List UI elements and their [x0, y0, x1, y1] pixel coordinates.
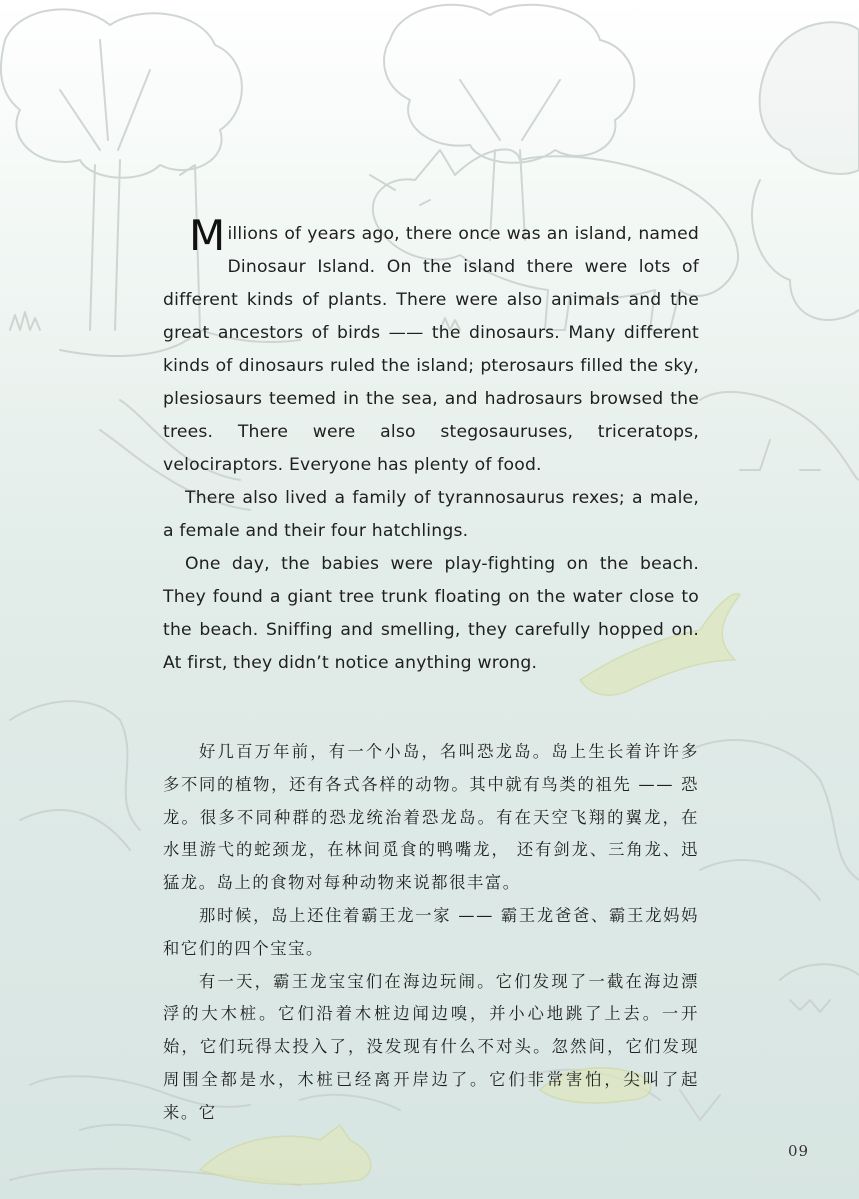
- english-paragraph-1: [163, 211, 699, 482]
- chinese-paragraph-3: 有一天，霸王龙宝宝们在海边玩闹。它们发现了一截在海边漂浮的大木桩。它们沿着木桩边闻边嗅，并小心地跳了上去。一开始，它们玩得太投入了，没发现有什么不对头。忽然间，它们发现周围全都是水，木桩已经离开岸边了。它们非常害怕，尖叫了起来。它: [163, 971, 699, 1122]
- tree-right-sketch: [760, 22, 859, 174]
- trex-sketch: [780, 964, 859, 1012]
- tree-middle-sketch: [384, 5, 634, 163]
- page-number: 09: [788, 1142, 810, 1160]
- dino-right-sketch: [700, 392, 859, 480]
- ground-sketch-right: [690, 740, 859, 900]
- english-text: [163, 211, 699, 680]
- dino-green-sketch: [200, 1125, 371, 1184]
- drop-cap: M: [189, 211, 226, 260]
- english-paragraph-1-text: illions of years ago, there once was an island, named Dinosaur Island. On the island there were lots of different kinds of plants. There were also animals and the great ancestors of birds —— the dinosaurs. Many different kinds of dinosaurs ruled the island; pterosaurs filled the sky, plesiosaurs teemed in the sea, and hadrosaurs browsed the trees. There were also stegosauruses, triceratops, velociraptors. Everyone has plenty of food.: [163, 224, 699, 475]
- chinese-paragraph-2: 那时候，岛上还住着霸王龙一家 —— 霸王龙爸爸、霸王龙妈妈和它们的四个宝宝。: [163, 905, 699, 958]
- english-paragraph-2: There also lived a family of tyrannosaurus rexes; a male, a female and their four hatchlings.: [163, 488, 699, 541]
- ground-sketch-left: [10, 701, 140, 850]
- chinese-paragraph-1: 好几百万年前，有一个小岛，名叫恐龙岛。岛上生长着许许多多不同的植物，还有各式各样的动物。其中就有鸟类的祖先 —— 恐龙。很多不同种群的恐龙统治着恐龙岛。有在天空飞翔的翼龙，在水里游弋的蛇颈龙，在林间觅食的鸭嘴龙， 还有剑龙、三角龙、迅猛龙。岛上的食物对每种动物来说都很丰富。: [163, 742, 699, 893]
- tree-left-sketch: [1, 9, 242, 177]
- chinese-text: [163, 736, 699, 1130]
- english-paragraph-3: One day, the babies were play-fighting on the beach. They found a giant tree trunk floating on the water close to the beach. Sniffing and smelling, they carefully hopped on. At first, they didn’t notice anything wrong.: [163, 554, 699, 673]
